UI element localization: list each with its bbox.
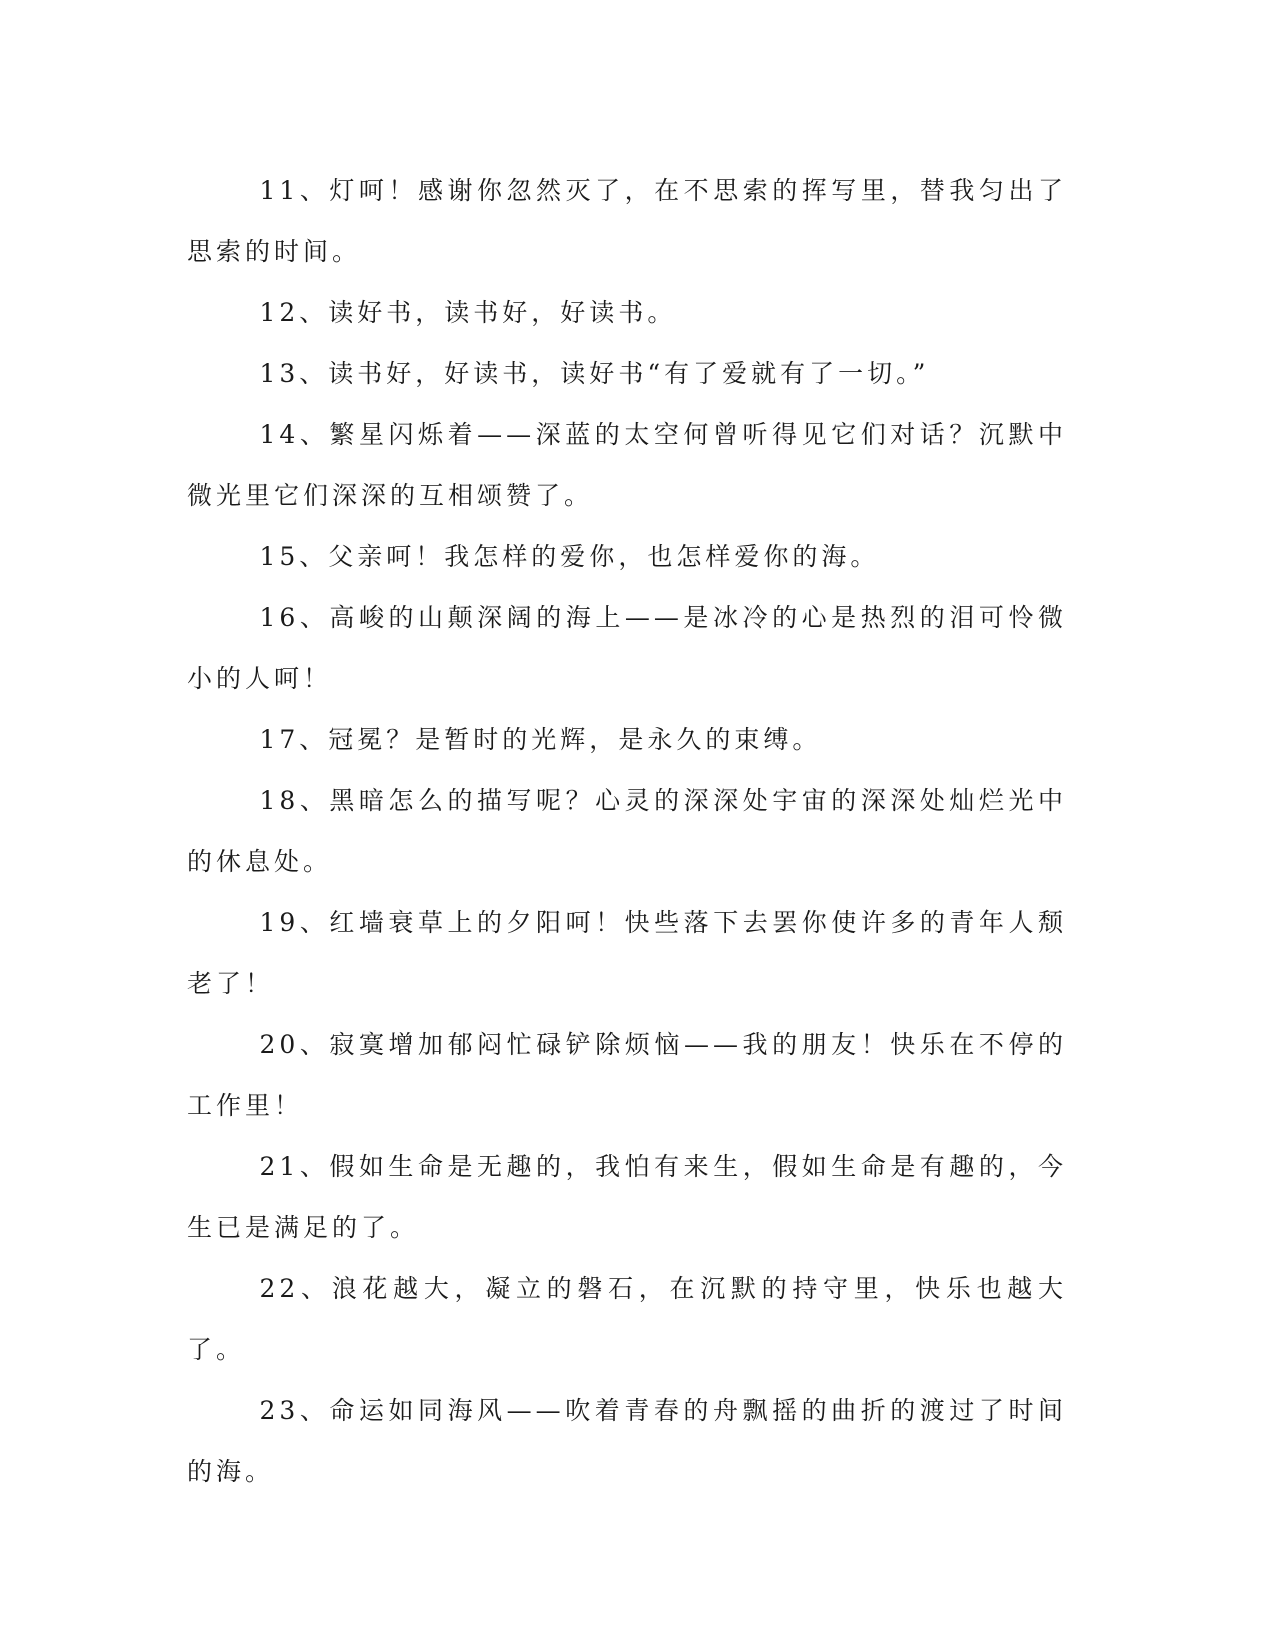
document-body — [187, 160, 1067, 1502]
paragraph-21: 21、假如生命是无趣的，我怕有来生，假如生命是有趣的，今生已是满足的了。 — [187, 1152, 1067, 1242]
paragraph-12: 12、读好书，读书好，好读书。 — [259, 298, 677, 327]
paragraph-20: 20、寂寞增加郁闷忙碌铲除烦恼——我的朋友！快乐在不停的工作里！ — [187, 1030, 1067, 1120]
paragraph-16: 16、高峻的山颠深阔的海上——是冰冷的心是热烈的泪可怜微小的人呵！ — [187, 603, 1067, 693]
paragraph-14: 14、繁星闪烁着——深蓝的太空何曾听得见它们对话？沉默中微光里它们深深的互相颂赞了。 — [187, 420, 1067, 510]
paragraph-15: 15、父亲呵！我怎样的爱你，也怎样爱你的海。 — [259, 542, 880, 571]
paragraph-23: 23、命运如同海风——吹着青春的舟飘摇的曲折的渡过了时间的海。 — [187, 1396, 1067, 1486]
paragraph-17: 17、冠冕？是暂时的光辉，是永久的束缚。 — [259, 725, 822, 754]
paragraph-18: 18、黑暗怎么的描写呢？心灵的深深处宇宙的深深处灿烂光中的休息处。 — [187, 786, 1067, 876]
paragraph-19: 19、红墙衰草上的夕阳呵！快些落下去罢你使许多的青年人颓老了！ — [187, 908, 1067, 998]
paragraph-22: 22、浪花越大，凝立的磐石，在沉默的持守里，快乐也越大了。 — [187, 1274, 1067, 1364]
paragraph-11: 11、灯呵！感谢你忽然灭了，在不思索的挥写里，替我匀出了思索的时间。 — [187, 176, 1067, 266]
paragraph-13: 13、读书好，好读书，读好书“有了爱就有了一切。” — [259, 359, 930, 388]
